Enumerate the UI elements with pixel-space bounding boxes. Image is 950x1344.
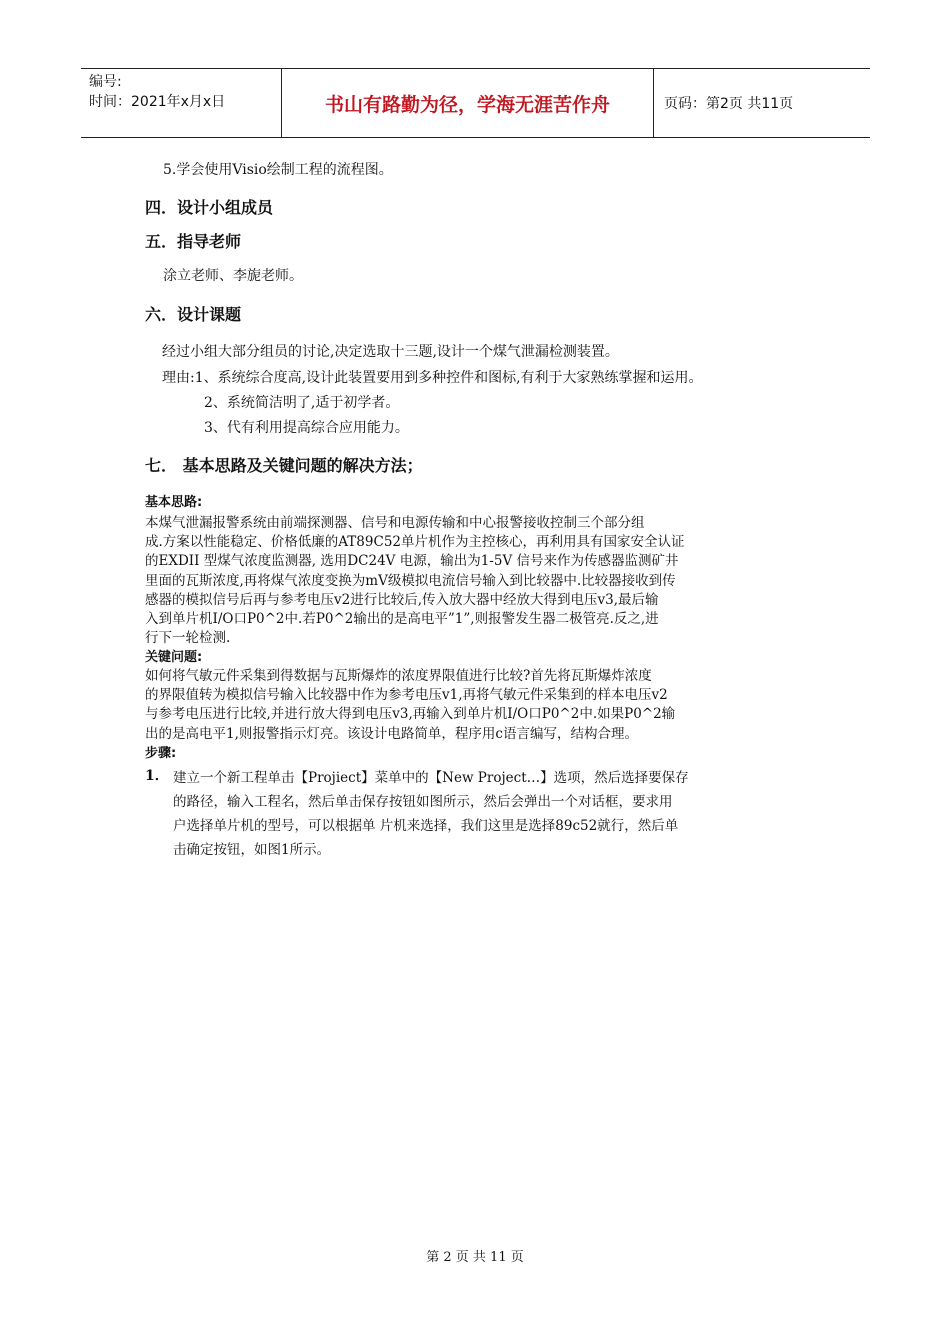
paragraph-line: 行下一轮检测.: [145, 630, 231, 647]
paragraph-line: 出的是高电平1,则报警指示灯亮。该设计电路简单，程序用c语言编写，结构合理。: [145, 725, 638, 742]
paragraph-line: 里面的瓦斯浓度,再将煤气浓度变换为mV级模拟电流信号输入到比较器中.比较器接收到传: [145, 572, 676, 589]
step-1-paragraph: [173, 766, 813, 862]
paragraph-line: 感器的模拟信号后再与参考电压v2进行比较后,传入放大器中经放大得到电压v3,最后输: [145, 591, 659, 608]
time-label: 时间：2021年x月x日: [89, 94, 226, 110]
section-4-title: 四．设计小组成员: [145, 198, 274, 217]
number-label: 编号:: [89, 74, 122, 90]
page-footer: 第 2 页 共 11 页: [426, 1250, 524, 1265]
objective-item-5: 5.学会使用Visio绘制工程的流程图。: [163, 162, 393, 178]
paragraph-line: 建立一个新工程单击【Projiect】菜单中的【New Project…】选项，然后选择要保存: [173, 770, 689, 786]
basic-idea-label: 基本思路:: [145, 495, 203, 510]
basic-idea-paragraph: [145, 514, 810, 648]
key-issue-label: 关键问题:: [145, 650, 203, 665]
key-issue-paragraph: [145, 667, 810, 744]
section-5-title: 五．指导老师: [145, 232, 242, 251]
paragraph-line: 成.方案以性能稳定、价格低廉的AT89C52单片机作为主控核心，再利用具有国家安全认证: [145, 534, 685, 551]
topic-line-2: 理由:1、系统综合度高,设计此装置要用到多种控件和图标,有利于大家熟练掌握和运用。: [162, 370, 703, 386]
paragraph-line: 户选择单片机的型号，可以根据单 片机来选择，我们这里是选择89c52就行，然后单: [173, 818, 679, 834]
section-7-title: 七． 基本思路及关键问题的解决方法；: [145, 456, 423, 475]
header-page-info: 页码：第2页 共11页: [664, 96, 794, 112]
paragraph-line: 的界限值转为模拟信号输入比较器中作为参考电压v1,再将气敏元件采集到的样本电压v2: [145, 687, 668, 704]
step-1-number: 1．: [145, 768, 169, 784]
paragraph-line: 本煤气泄漏报警系统由前端探测器、信号和电源传输和中心报警接收控制三个部分组: [145, 515, 645, 531]
topic-line-1: 经过小组大部分组员的讨论,决定选取十三题,设计一个煤气泄漏检测装置。: [162, 344, 619, 360]
paragraph-line: 的EXDII 型煤气浓度监测器, 选用DC24V 电源，输出为1-5V 信号来作为传感器监测矿井: [145, 553, 679, 570]
header-meta: [81, 69, 282, 137]
paragraph-line: 击确定按钮，如图1所示。: [173, 842, 331, 858]
paragraph-line: 的路径，输入工程名，然后单击保存按钮如图所示，然后会弹出一个对话框，要求用: [173, 794, 673, 810]
topic-line-3: 2、系统简洁明了,适于初学者。: [204, 395, 400, 411]
topic-line-4: 3、代有利用提高综合应用能力。: [204, 420, 409, 436]
section-6-title: 六．设计课题: [145, 305, 242, 324]
teachers-text: 涂立老师、李旎老师。: [163, 268, 303, 284]
header-motto: 书山有路勤为径，学海无涯苦作舟: [282, 69, 654, 137]
paragraph-line: 如何将气敏元件采集到得数据与瓦斯爆炸的浓度界限值进行比较?首先将瓦斯爆炸浓度: [145, 668, 652, 684]
paragraph-line: 与参考电压进行比较,并进行放大得到电压v3,再输入到单片机I/O口P0^2中.如果P0^2输: [145, 706, 676, 723]
paragraph-line: 入到单片机I/O口P0^2中.若P0^2输出的是高电平”1”,则报警发生器二极管亮.反之,进: [145, 611, 659, 628]
steps-label: 步骤:: [145, 746, 177, 761]
page-header: [81, 68, 870, 138]
